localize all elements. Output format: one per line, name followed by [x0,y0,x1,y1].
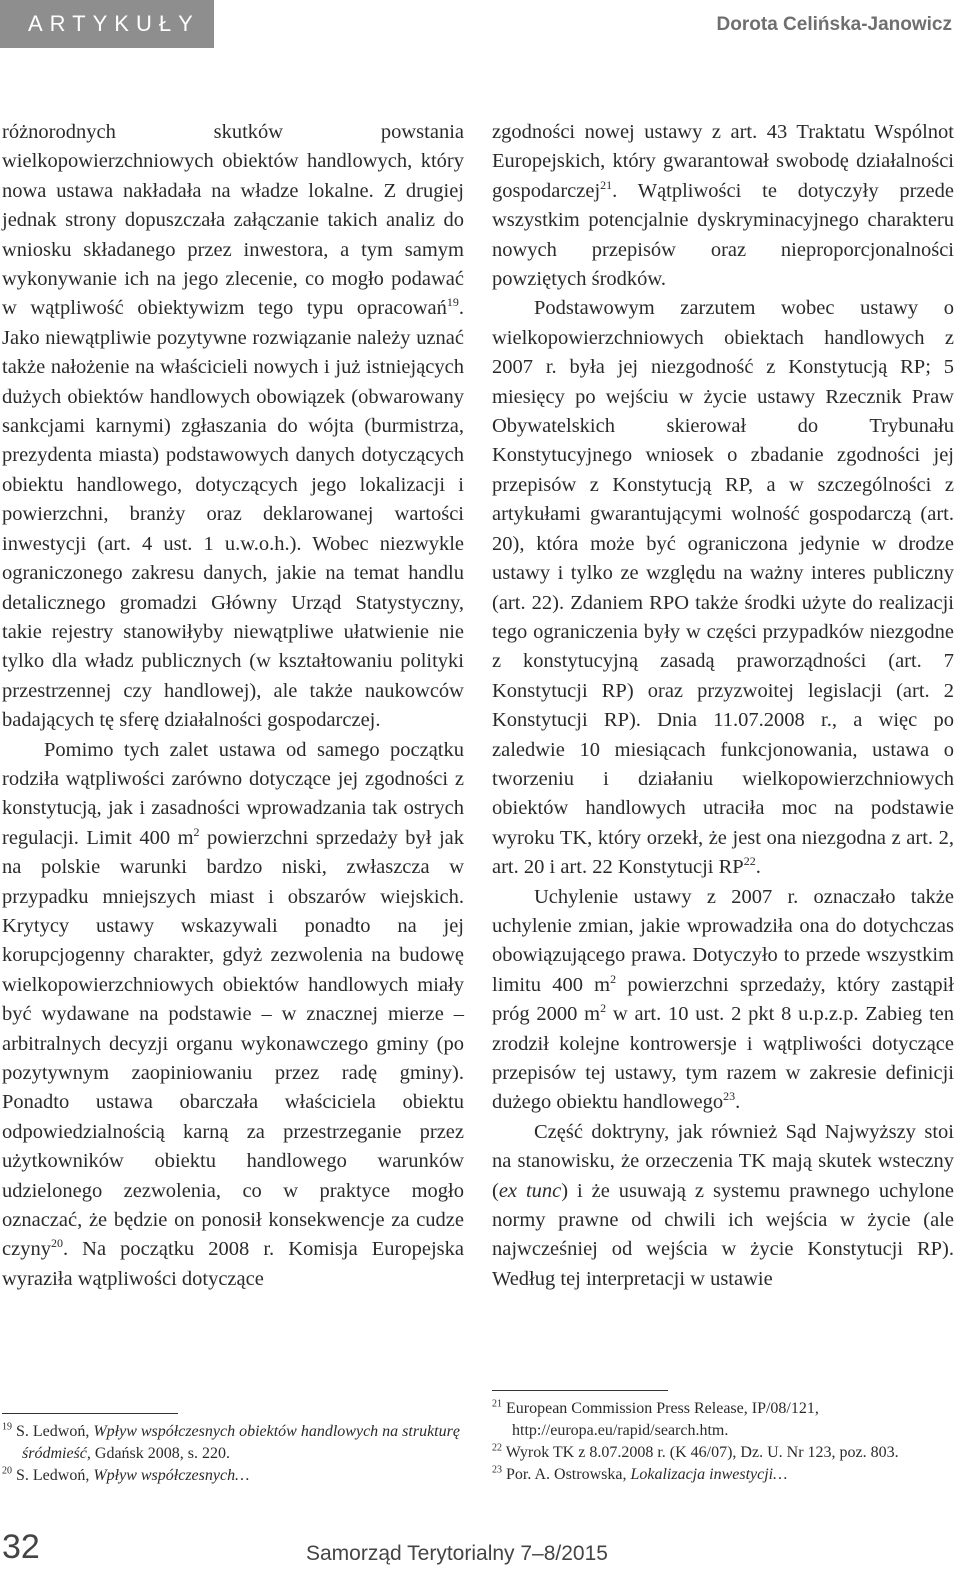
footnote: $^{21}$ European Commission Press Release, IP/08/121, http://europa.eu/rapid/search.htm. [492,1398,819,1439]
section-label: ARTYKUŁY [0,0,214,48]
paragraph: zgodności nowej ustawy z art. 43 Traktatu Wspólnot Europejskich, który gwarantował swobodę działalności gospodarczej$^{21}$. Wątpliwości te dotyczyły przede wszystkim potencjalnie dyskryminacyjnego charakteru nowych przepisów oraz nieproporcjonalności powziętych środków. [492,121,954,291]
footnotes-right [492,1398,954,1486]
right-column [492,118,954,1294]
footnote: $^{20}$ S. Ledwoń, Wpływ współczesnych… [2,1465,250,1484]
footnote: $^{23}$ Por. A. Ostrowska, Lokalizacja inwestycji… [492,1464,788,1483]
journal-title: Samorząd Terytorialny 7–8/2015 [306,1542,608,1565]
page-number: 32 [2,1528,40,1566]
footnote: $^{22}$ Wyrok TK z 8.07.2008 r. (K 46/07), Dz. U. Nr 123, poz. 803. [492,1442,899,1461]
paragraph: Pomimo tych zalet ustawa od samego początku rodziła wątpliwości zarówno dotyczące jej zgodności z konstytucją, jak i zasadności wprowadzania tak ostrych regulacji. Limit 400 $m^2$ powierzchni sprzedaży był jak na polskie warunki bardzo niski, zwłaszcza w przypadku mniejszych miast i obszarów wiejskich. Krytycy ustawy wskazywali ponadto na jej korupcjogenny charakter, gdyż zezwolenia na budowę wielkopowierzchniowych obiektów handlowych miały być wydawane na podstawie – w znacznej mierze – arbitralnych decyzji organu wykonawczego gminy (po pozytywnym zaopiniowaniu przez radę gminy). Ponadto ustawa obarczała właściciela obiektu odpowiedzialnością karną za przestrzeganie przez użytkowników obiektu handlowego warunków udzielonego zezwolenia, co w praktyce mogło oznaczać, że będzie on ponosił konsekwencje za cudze czyny$^{20}$. Na początku 2008 r. Komisja Europejska wyraziła wątpliwości dotyczące [2,738,464,1290]
footnotes-left [2,1421,464,1487]
footnote-divider [492,1390,668,1391]
paragraph: Część doktryny, jak również Sąd Najwyższy stoi na stanowisku, że orzeczenia TK mają skutek wsteczny (ex tunc) i że usuwają z systemu prawnego uchylone normy prawne od chwili ich wejścia w życie (ale najwcześniej od wejścia w życie Konstytucji RP). Według tej interpretacji w ustawie [492,1120,954,1290]
footnote-ref[interactable]: 20 [50,1236,63,1251]
author-name: Dorota Celińska-Janowicz [716,14,952,35]
footnote-ref[interactable]: 22 [743,854,756,869]
left-column [2,118,464,1294]
paragraph: różnorodnych skutków powstania wielkopowierzchniowych obiektów handlowych, który nowa ustawa nakładała na władze lokalne. Z drugiej jednak strony dopuszczała załączanie takich analiz do wniosku składanego przez inwestora, a tym samym wykonywanie ich na jego zlecenie, co mogło podawać w wątpliwość obiektywizm tego typu opracowań$^{19}$. Jako niewątpliwie pozytywne rozwiązanie należy uznać także nałożenie na właścicieli nowych i już istniejących dużych obiektów handlowych obowiązek (obwarowany sankcjami karnymi) zgłaszania do wójta (burmistrza, prezydenta miasta) podstawowych danych dotyczących obiektu handlowego, dotyczących jego lokalizacji i powierzchni, branży oraz deklarowanej wartości inwestycji (art. 4 ust. 1 u.w.o.h.). Wobec niezwykle ograniczonego zakresu danych, jakie na temat handlu detalicznego gromadzi Główny Urząd Statystyczny, takie rejestry stanowiłyby niewątpliwe ułatwienie nie tylko dla władz publicznych (w kształtowaniu polityki przestrzennej czy handlowej), ale także naukowców badających tę sferę działalności gospodarczej. [2,121,464,732]
footnote-ref[interactable]: 19 [446,295,459,310]
footnote-divider [2,1413,178,1414]
footnote: $^{19}$ S. Ledwoń, Wpływ współczesnych obiektów handlowych na strukturę śródmieść, Gdańsk 2008, s. 220. [2,1421,460,1462]
footnote-ref[interactable]: 23 [723,1089,736,1104]
paragraph: Podstawowym zarzutem wobec ustawy o wielkopowierzchniowych obiektach handlowych z 2007 r. była jej niezgodność z Konstytucją RP; 5 miesięcy po wejściu w życie ustawy Rzecznik Praw Obywatelskich skierował do Trybunału Konstytucyjnego wniosek o zbadanie zgodności jej przepisów z Konstytucją RP, a w szczególności z artykułami gwarantującymi wolność gospodarczą (art. 20), która może być ograniczona jedynie w drodze ustawy i tylko ze względu na ważny interes publiczny (art. 22). Zdaniem RPO także środki użyte do realizacji tego ograniczenia były w części przypadków niezgodne z konstytucyjną zasadą praworządności (art. 7 Konstytucji RP) oraz przyzwoitej legislacji (art. 2 Konstytucji RP). Dnia 11.07.2008 r., a więc po zaledwie 10 miesiącach funkcjonowania, ustawa o tworzeniu i działaniu wielkopowierzchniowych obiektów handlowych utraciła moc na podstawie wyroku TK, który orzekł, że jest ona niezgodna z art. 2, art. 20 i art. 22 Konstytucji RP$^{22}$. [492,297,954,879]
paragraph: Uchylenie ustawy z 2007 r. oznaczało także uchylenie zmian, jakie wprowadziła ona do dotychczas obowiązującego prawa. Dotyczyło to przede wszystkim limitu 400 $m^2$ powierzchni sprzedaży, który zastąpił próg 2000 $m^2$ w art. 10 ust. 2 pkt 8 u.p.z.p. Zabieg ten zrodził kolejne kontrowersje i wątpliwości dotyczące przepisów tej ustawy, tym razem w zakresie definicji dużego obiektu handlowego$^{23}$. [492,885,954,1114]
footnote-ref[interactable]: 21 [600,177,613,192]
